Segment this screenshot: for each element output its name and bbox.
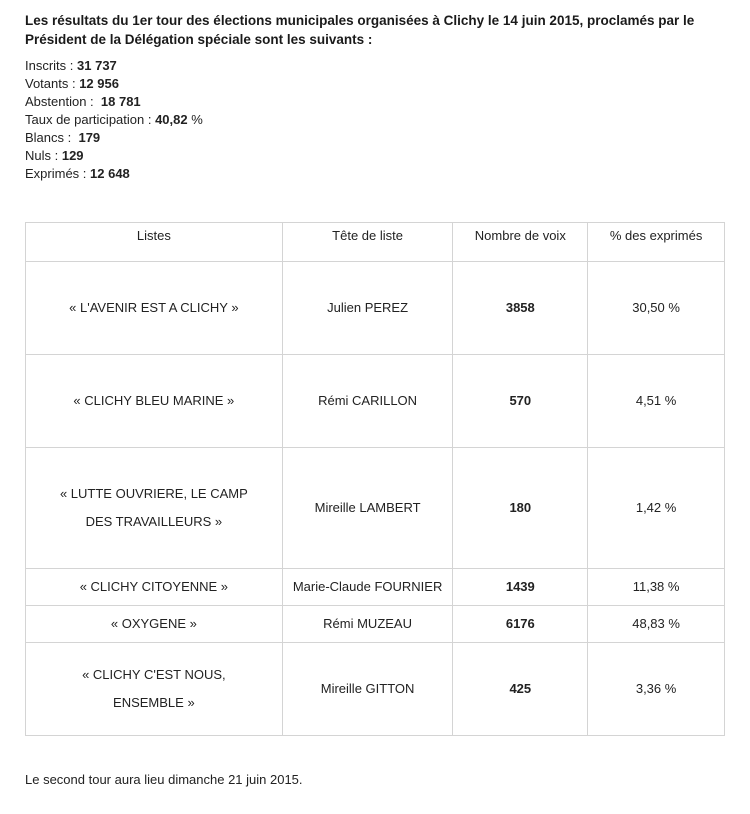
stat-inscrits [25, 57, 203, 75]
table-row [26, 448, 725, 569]
header-pct-exprimes: % des exprimés [588, 223, 725, 262]
stat-label: Nuls : [25, 148, 62, 163]
header-listes: Listes [26, 223, 283, 262]
stat-label: Taux de participation : [25, 112, 156, 127]
second-round-note: Le second tour aura lieu dimanche 21 juin 2015. [25, 772, 303, 787]
cell-voix: 1439 [453, 569, 588, 606]
cell-tete: Julien PEREZ [282, 262, 453, 355]
cell-liste: « CLICHY C'EST NOUS, ENSEMBLE » [26, 643, 283, 736]
table-header-row [26, 223, 725, 262]
cell-voix: 425 [453, 643, 588, 736]
stat-blancs [25, 129, 203, 147]
stat-value: 12 956 [79, 76, 119, 91]
cell-liste: « CLICHY CITOYENNE » [26, 569, 283, 606]
table-row [26, 606, 725, 643]
header-tete-de-liste: Tête de liste [282, 223, 453, 262]
stat-abstention [25, 93, 203, 111]
cell-liste: « LUTTE OUVRIERE, LE CAMP DES TRAVAILLEURS » [26, 448, 283, 569]
results-table [25, 222, 725, 736]
stat-label: Abstention : [25, 94, 101, 109]
cell-tete: Mireille GITTON [282, 643, 453, 736]
cell-pct: 30,50 % [588, 262, 725, 355]
election-stats [25, 57, 203, 183]
stat-suffix: % [187, 112, 203, 127]
cell-voix: 180 [453, 448, 588, 569]
stat-label: Votants : [25, 76, 80, 91]
cell-pct: 3,36 % [588, 643, 725, 736]
cell-tete: Rémi MUZEAU [282, 606, 453, 643]
header-nombre-de-voix: Nombre de voix [453, 223, 588, 262]
cell-pct: 48,83 % [588, 606, 725, 643]
stat-exprimes [25, 165, 203, 183]
cell-liste: « OXYGENE » [26, 606, 283, 643]
stat-value: 18 781 [100, 94, 141, 109]
cell-pct: 4,51 % [588, 355, 725, 448]
stat-value: 40,82 [155, 112, 188, 127]
stat-label: Blancs : [25, 130, 79, 145]
table-row [26, 262, 725, 355]
table-row [26, 569, 725, 606]
cell-voix: 6176 [453, 606, 588, 643]
cell-liste: « CLICHY BLEU MARINE » [26, 355, 283, 448]
cell-voix: 570 [453, 355, 588, 448]
stat-value: 31 737 [77, 58, 117, 73]
cell-pct: 1,42 % [588, 448, 725, 569]
stat-participation [25, 111, 203, 129]
table-row [26, 355, 725, 448]
cell-tete: Mireille LAMBERT [282, 448, 453, 569]
stat-value: 179 [78, 130, 101, 145]
cell-tete: Rémi CARILLON [282, 355, 453, 448]
cell-pct: 11,38 % [588, 569, 725, 606]
table-row [26, 643, 725, 736]
stat-value: 129 [61, 148, 84, 163]
intro-heading: Les résultats du 1er tour des élections municipales organisées à Clichy le 14 juin 2015, proclamés par le Président de la Délégation spéciale sont les suivants : [25, 13, 695, 47]
stat-value: 12 648 [90, 166, 130, 181]
cell-voix: 3858 [453, 262, 588, 355]
cell-liste: « L'AVENIR EST A CLICHY » [26, 262, 283, 355]
cell-tete: Marie-Claude FOURNIER [282, 569, 453, 606]
stat-label: Exprimés : [25, 166, 91, 181]
stat-votants [25, 75, 203, 93]
stat-label: Inscrits : [25, 58, 78, 73]
stat-nuls [25, 147, 203, 165]
